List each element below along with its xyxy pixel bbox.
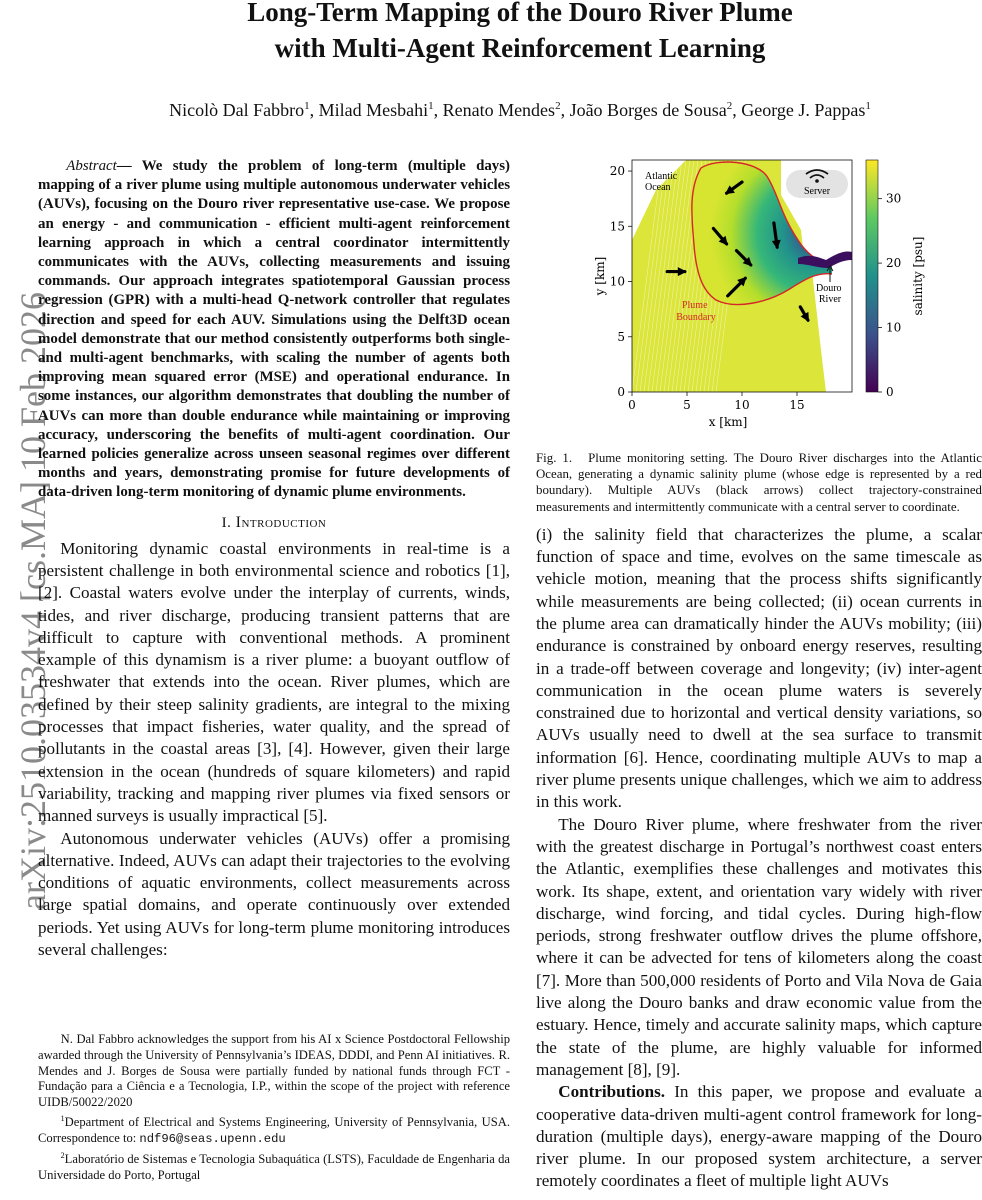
author: Milad Mesbahi$^1$ xyxy=(318,100,434,120)
intro-paragraph-2: Autonomous underwater vehicles (AUVs) offer a promising alternative. Indeed, AUVs can adapt their trajectories to the evolving conditions of aquatic environments, collect measurements across large spatial domains, and operate continuously over extended periods. Yet using AUVs for long-term plume monitoring introduces several challenges: xyxy=(38,828,510,959)
colorbar-tick-label: 0 xyxy=(886,385,894,399)
server-label: Server xyxy=(803,186,831,197)
right-paragraph-1: (i) the salinity field that characterizes the plume, a scalar function of space and time, evolves on the same timescale as vehicle motion, meaning that the process shifts significantly while measurements are being collected; (ii) ocean currents in the plume area can dramatically hinder the AUVs mobility; (iii) endurance is constrained by onboard energy reserves, resulting in a trade-off between coverage and longevity; (iv) inter-agent communication in the ocean plume waters is severely constrained due to horizontal and vertical density variations, so AUVs usually need to dwell at the sea surface to transmit information [6]. Hence, coordinating multiple AUVs to map a river plume presents unique challenges, which we aim to address in this work. xyxy=(536,524,982,812)
server-badge xyxy=(786,170,848,198)
author: João Borges de Sousa$^2$ xyxy=(569,100,733,120)
plume-map-chart xyxy=(536,150,982,450)
contributions-paragraph: Contributions. In this paper, we propose and evaluate a cooperative data-driven multi-agent control framework for long-duration (multiple days), energy-aware mapping of the Douro river plume. In our proposed system architecture, a server remotely coordinates a fleet of multiple light AUVs xyxy=(536,1082,982,1191)
y-tick-label: 0 xyxy=(617,385,625,399)
figure-plume-map xyxy=(536,150,982,450)
y-tick-label: 5 xyxy=(617,329,625,344)
colorbar-tick-label: 30 xyxy=(886,191,902,206)
ocean-label: Atlantic Ocean xyxy=(645,171,678,193)
section-heading: I. Introduction xyxy=(221,513,327,531)
x-axis-label: x [km] xyxy=(708,415,748,429)
colorbar-tick-label: 20 xyxy=(886,256,902,271)
arxiv-identifier: arXiv:2510.03534v4 [cs.MA] 10 Feb 2026 xyxy=(13,292,53,910)
colorbar-tick-label: 10 xyxy=(886,320,902,335)
abstract-label: Abstract xyxy=(66,158,117,174)
footnote-affiliation-1: $^1$Department of Electrical and Systems Engineering, University of Pennsylvania, USA. Correspondence to: ndf96@seas.upenn.edu xyxy=(38,1113,510,1146)
y-axis-label: y [km] xyxy=(593,256,607,296)
y-tick-label: 10 xyxy=(609,274,625,289)
title-line-1: Long-Term Mapping of the Douro River Plume xyxy=(247,0,793,27)
figure-caption xyxy=(536,450,982,515)
right-paragraph-2: The Douro River plume, where freshwater from the river with the greatest discharge in Portugal’s northwest coast enters the Atlantic, exemplifies these challenges and motivates this work. Its shape, extent, and orientation vary widely with river discharge, wind forcing, and tidal cycles. During high-flow periods, strong freshwater outflow drives the plume offshore, where it can be advected for tens of kilometers along the coast [7]. More than 500,000 residents of Porto and Vila Nova de Gaia live along the Douro banks and draw economic value from the estuary. Hence, timely and accurate salinity maps, which capture the state of the plume, are highly valuable for informed management [8], [9]. xyxy=(536,814,982,1079)
colorbar-label: salinity [psu] xyxy=(911,236,925,316)
footnote-funding: N. Dal Fabbro acknowledges the support from his AI x Science Postdoctoral Fellowship awarded through the University of Pennsylvania’s IDEAS, DDDI, and Penn AI initiatives. R. Mendes and J. Borges de Sousa were partially funded by national funds through FCT - Fundação para a Ciência e a Tecnologia, I.P., within the scope of the project with reference UIDB/50022/2020 xyxy=(38,1032,510,1110)
footnotes xyxy=(38,1032,510,1184)
left-column xyxy=(38,157,510,961)
colorbar xyxy=(866,160,878,392)
abstract-text: — We study the problem of long-term (multiple days) mapping of a river plume using multiple autonomous underwater vehicles (AUVs), focusing on the Douro river representative use-case. We propose an energy - and communication - efficient multi-agent reinforcement learning approach in which a central coordinator intermittently communicates with the AUVs, collecting measurements and issuing commands. Our approach integrates spatiotemporal Gaussian process regression (GPR) with a multi-head Q-network controller that regulates direction and speed for each AUV. Simulations using the Delft3D ocean model demonstrate that our method consistently outperforms both single- and multi-agent benchmarks, with scaling the number of agents both improving mean squared error (MSE) and operational endurance. In some instances, our algorithm demonstrates that doubling the number of AUVs can more than double endurance while maintaining or improving accuracy, underscoring the benefits of multi-agent coordination. Our learned policies generalize across unseen seasonal regimes over different months and years, demonstrating promise for future developments of data-driven long-term monitoring of dynamic plume environments. xyxy=(38,158,510,501)
plume-boundary-label: Plume Boundary xyxy=(676,300,716,323)
wifi-icon xyxy=(815,179,819,183)
right-column xyxy=(536,150,982,1193)
y-tick-label: 15 xyxy=(609,219,625,234)
caption-text: Plume monitoring setting. The Douro River discharges into the Atlantic Ocean, generating a dynamic salinity plume (whose edge is represented by a red boundary). Multiple AUVs (black arrows) collect trajectory-constrained measurements and intermittently communicate with a central server to coordinate. xyxy=(536,451,982,514)
contact-email[interactable]: ndf96@seas.upenn.edu xyxy=(139,1131,286,1146)
author: George J. Pappas$^1$ xyxy=(741,100,871,120)
contributions-label: Contributions. xyxy=(558,1082,666,1102)
footnote-affiliation-2: $^2$Laboratório de Sistemas e Tecnologia Subaquática (LSTS), Faculdade de Engenharia da Universidade do Porto, Portugal xyxy=(38,1150,510,1182)
author: Nicolò Dal Fabbro$^1$ xyxy=(169,100,310,120)
x-tick-label: 5 xyxy=(683,398,691,412)
abstract xyxy=(38,157,510,503)
colorbar-ticks xyxy=(878,192,901,399)
river-label: Douro River xyxy=(815,283,842,305)
intro-paragraph-1: Monitoring dynamic coastal environments in real-time is a persistent challenge in both environmental science and robotics [1], [2]. Coastal waters evolve under the interplay of currents, winds, tides, and river discharge, producing transient patterns that are difficult to capture with conventional methods. A prominent example of this dynamism is a river plume: a buoyant outflow of freshwater that extends into the ocean. River plumes, which are defined by their steep salinity gradients, are integral to the mixing processes that impact fisheries, water quality, and the spread of pollutants in the coastal areas [3], [4]. However, given their large extension in the ocean (hundreds of square kilometers) and rapid variability, tracking and mapping river plumes via fixed sensors or manned surveys is usually impractical [5]. xyxy=(38,538,510,826)
caption-label: Fig. 1. xyxy=(536,451,573,465)
x-tick-label: 10 xyxy=(734,398,750,412)
x-tick-label: 15 xyxy=(789,398,805,412)
title-line-2: with Multi-Agent Reinforcement Learning xyxy=(274,33,766,63)
x-tick-label: 0 xyxy=(628,398,636,412)
y-tick-label: 20 xyxy=(609,164,625,179)
author-list: Nicolò Dal Fabbro$^1$, Milad Mesbahi$^1$, Renato Mendes$^2$, João Borges de Sousa$^2$, George J. Pappas$^1$ xyxy=(169,100,871,120)
author: Renato Mendes$^2$ xyxy=(442,100,561,120)
paper-title xyxy=(120,0,920,66)
